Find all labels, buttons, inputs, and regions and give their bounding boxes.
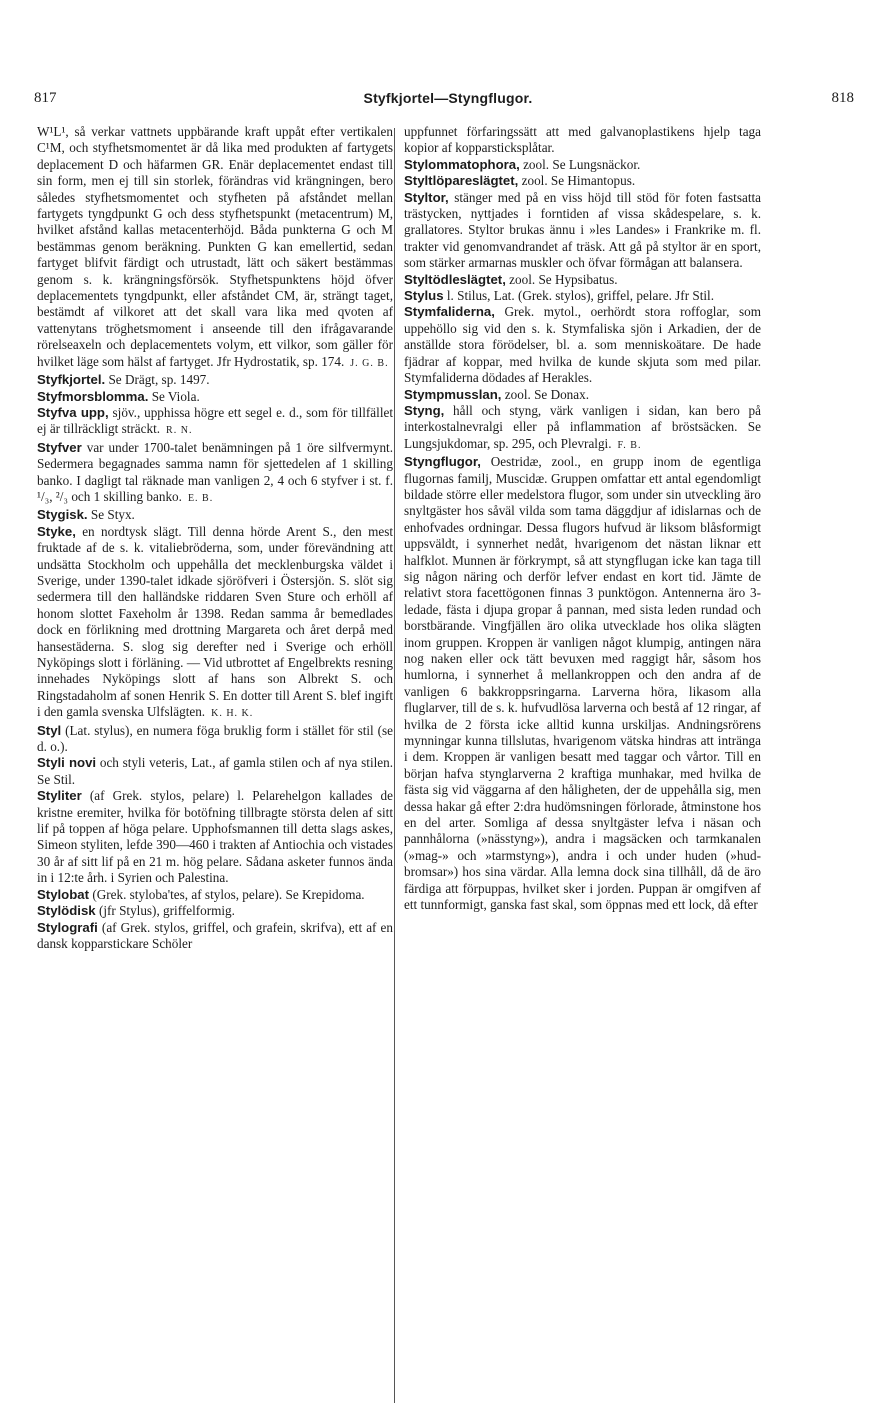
entry-headword: Styfmorsblomma. [37,388,149,404]
entry-headword: Stympmusslan, [404,386,502,402]
entry-headword: Stylobat [37,886,90,902]
page-header [0,90,896,114]
dictionary-entry [404,173,761,189]
dictionary-entry [404,157,761,173]
entry-headword: Stygisk. [37,507,88,523]
entry-text: var under 1700-talet benämningen på 1 öre silfvermynt. Sedermera begagnades samma namn för sjettedelen af 1 skilling banko. I dagligt tal räknade man vanligen 2, 4 och 6 styfver i st. f. ¹/₃, ²/₃ och 1 skilling banko. [37,439,393,504]
dictionary-entry [404,190,761,272]
dictionary-entry [404,454,761,913]
entry-headword: Styke, [37,523,76,539]
entry-text: en nordtysk slägt. Till denna hörde Arent S., den mest fruktade af de s. k. vitaliebröderna, som, under förevändning att undsätta Stockholm och uppehålla det mecklenburgska väldet i Sverige, under 1390-talet idkade sjöröfveri i Östersjön. S. slöt sig sedermera till den halländske riddaren Sven Sture och erhöll af honom slottet Faxeholm år 1398. Redan samma år bemedlades dock en förlikning med drottning Margareta och året derpå med hansestäderna. S. slog sig derefter ned i Sverige och erhöll Nyköpings slott i förläning. — Vid utbrottet af Engelbrekts resning innehades Nyköpings slott af hans son Albrekt S. och Ringstadaholm af sonen Henrik S. En dotter till Arent S. blef ingift i den gamla svenska Ulfslägten. [37,523,394,720]
dictionary-entry [37,124,393,372]
dictionary-entry [37,440,393,508]
entry-text: l. Stilus, Lat. (Grek. stylos), griffel, pelare. Jfr Stil. [446,288,714,304]
entry-headword: Styltödleslägtet, [404,271,506,287]
entry-text: håll och styng, värk vanligen i sidan, kan bero på interkostalnevralgi eller på inflammation af bröstsäcken. Se Lungsjukdomar, sp. 295, och Plevralgi. [404,402,762,451]
dictionary-entry [404,124,761,157]
running-head: Styfkjortel—Styngflugor. [363,90,533,106]
entry-text: Se Viola. [151,388,200,404]
entry-text: Se Drägt, sp. 1497. [108,372,210,388]
entry-headword: Styngflugor, [404,454,481,470]
entry-text: (af Grek. stylos, griffel, och grafein, skrifva), ett af en dansk kopparstickare Schöler [37,919,393,951]
entry-text: zool. Se Lungsnäckor. [523,156,641,172]
author-signature: F. B. [617,439,642,451]
dictionary-entry [404,387,761,403]
entry-text: zool. Se Donax. [504,386,590,402]
entry-text: (jfr Stylus), griffelformig. [98,903,235,919]
entry-text: sjöv., upphissa högre ett segel e. d., som för tillfället ej är tillräckligt sträckt. [37,404,394,437]
column-divider [394,128,395,1403]
dictionary-entry [404,272,761,288]
entry-headword: Stylödisk [37,903,96,919]
dictionary-entry [37,507,393,523]
left-column [37,124,393,952]
author-signature: K. H. K. [211,708,254,720]
entry-text: stänger med på en viss höjd till stöd för foten fastsatta trästycken, nyttjades i forntiden af vissa skådespelare, s. k. grallatores. Styltor brukas ännu i »les Landes» i Frankrike m. fl. trakter vid genomvandrandet af träsk. Att gå på styltor är en sport, som stärker armarnas muskler och öfvar förmågan att balansera. [404,189,761,271]
entry-headword: Styltor, [404,189,449,205]
entry-headword: Stylus [404,288,444,304]
entry-headword: Styliter [37,788,82,804]
dictionary-entry [404,403,761,454]
dictionary-entry [37,920,393,953]
dictionary-entry [37,788,393,886]
entry-headword: Styfver [37,439,82,455]
dictionary-entry [37,903,393,919]
dictionary-entry [37,887,393,903]
dictionary-entry [404,304,761,386]
dictionary-entry [37,372,393,388]
page-number-left: 817 [34,90,57,106]
entry-text: Grek. mytol., oerhördt stora roffoglar, som uppehöllo sig vid den s. k. Stymfaliska sjön i Arkadien, der de anställde stora förödelser, bl. a. som menniskoätare. De hade fjädrar af koppar, med hvilka de kunde skjuta som med pilar. Stymfaliderna dödades af Herakles. [404,304,762,386]
entry-text: Se Styx. [90,507,135,523]
entry-headword: Styli novi [37,755,97,771]
entry-text: Oestridæ, zool., en grupp inom de egentliga flugornas familj, Muscidæ. Gruppen omfattar ett antal egendomligt bildade större eller medelstora flugor, som under sin utveckling äro snyltgäster hos såväl vilda som tama däggdjur af idislarnas och de enhofvades ordningar. Dessa flugors hufvud är liksom blåsformigt uppsväldt, i synnerhet nedåt, hvarigenom det nästan liknar ett halfklot. Munnen är förkrympt, så att styngflugan icke kan taga till sig någon näring och derför lefver endast en kort tid. Jämte de relativt stora facettögonen finnas 3 punktögon. Antennerna äro 3-ledade, fästa i djupa gropar å pannan, med sista leden rundad och borstbärande. Vingfjällen äro olika utvecklade hos olika slägten inom gruppen. Kroppen är vanligen något klumpig, antingen nära nog naken eller ock tätt bevuxen med raggigt hår, såsom hos humlorna, i synnerhet å mellankroppen och den andra af de vanligen 6 bakkroppsringarna. Larverna höra, likasom alla fluglarver, till de s. k. hufvudlösa larverna och bestå af 12 ringar, af hvilka de 2 första icke alltid kunna urskiljas. Andningsrörens mynningar kunna tillslutas, hvarigenom vätska hindras att inträngа i dem. Kroppen är vanligen besatt med taggar och vårtor. Till en början hafva stynglarverna 2 kraftiga munhakar, med hvilka de fästa sig vid väggarna af den håligheten, der de uppehålla sig, men dessa hakar gå efter 2:dra hudömsningen förlorade, åtminstone hos en del arter. Somliga af dessa snyltgäster lefva i näsan och pannhålorna (»nässtyng»), andra i magsäcken och tarmkanalen (»mag-» och »tarmstyng»), andra i och under huden (»hud-bromsar») hos sina värdar. Alla lemna dock sina tillhåll, då de äro färdiga att förpuppas, hvilket sker i jorden. Puppan är omgifven af ett tunnformigt, ganska fast skal, som öppnas med ett lock, då efter [404,454,761,913]
entry-headword: Styltlöpareslägtet, [404,173,519,189]
dictionary-entry [37,405,393,440]
entry-headword: Stylommatophora, [404,156,520,172]
entry-headword: Stymfaliderna, [404,304,495,320]
right-column [404,124,761,914]
entry-text: zool. Se Himantopus. [521,173,636,189]
dictionary-entry [37,723,393,756]
entry-text: (af Grek. stylos, pelare) l. Pelarehelgon kallades de kristne eremiter, hvilka för botöfning tillbragte största delen af sitt lif på toppen af höga pelare. Upphofsmannen till detta slags askes, Simeon styliten, lefde 390—460 i trakten af Antiochia och vistades 30 år af sitt lif på en 21 m. hög pelare. Sådana asketer funnos ända in i 12:te årh. i Syrien och Palestina. [37,788,393,886]
entry-text: uppfunnet förfaringssätt att med galvanoplastikens hjelp taga kopior af kopparsticksplåtar. [404,124,761,156]
dictionary-entry [37,755,393,788]
entry-text: (Lat. stylus), en numera föga bruklig form i stället för stil (se d. o.). [37,722,394,755]
page-number-right: 818 [831,90,854,106]
entry-headword: Styfkjortel. [37,372,106,388]
entry-text: och styli veteris, Lat., af gamla stilen och af nya stilen. Se Stil. [37,755,394,787]
dictionary-entry [404,288,761,304]
entry-text: (Grek. styloba'tes, af stylos, pelare). Se Krepidoma. [92,886,365,902]
author-signature: E. B. [187,492,214,504]
author-signature: J. G. B. [350,357,389,369]
entry-headword: Styl [37,722,62,738]
entry-text: W¹L¹, så verkar vattnets uppbärande kraft uppåt efter vertikalen C¹M, och styfhetsmomentet är då lika med produkten af fartygets deplacement D och häfarmen GR. Enär deplacementet endast till sin form, men ej till sin storlek, förändras vid krängningen, bero således styfhetsmomentet och styfheten på afståndet mellan fartygets tyngdpunkt G och dess styfhetspunkt (metacentrum) M, hvilket afstånd kallas metacenterhöjd. Båda punkterna G och M bestämmas genom beräkning. Punkten G kan emellertid, sedan fartyget blifvit färdigt och utrustadt, lätt och säkert bestämmas genom s. k. krängningsförsök. Styfhetspunktens höjd öfver deplacementets tyngdpunkt, eller afståndet CM, är, strängt taget, bestämdt af vilkoret att det skall vara lika med qvoten af vattenytans tröghetsmoment i anseende till den ifrågavarande rörelseaxeln och deplacementets volym, ett vilkor, som gäller för hvilket läge som hälst af fartyget. Jfr Hydrostatik, sp. 174. [37,124,393,369]
dictionary-entry [37,524,393,723]
entry-text: zool. Se Hypsibatus. [509,271,618,287]
dictionary-entry [37,389,393,405]
author-signature: R. N. [166,425,193,437]
entry-headword: Styfva upp, [37,404,109,420]
entry-headword: Stylografi [37,919,98,935]
entry-headword: Styng, [404,402,445,418]
